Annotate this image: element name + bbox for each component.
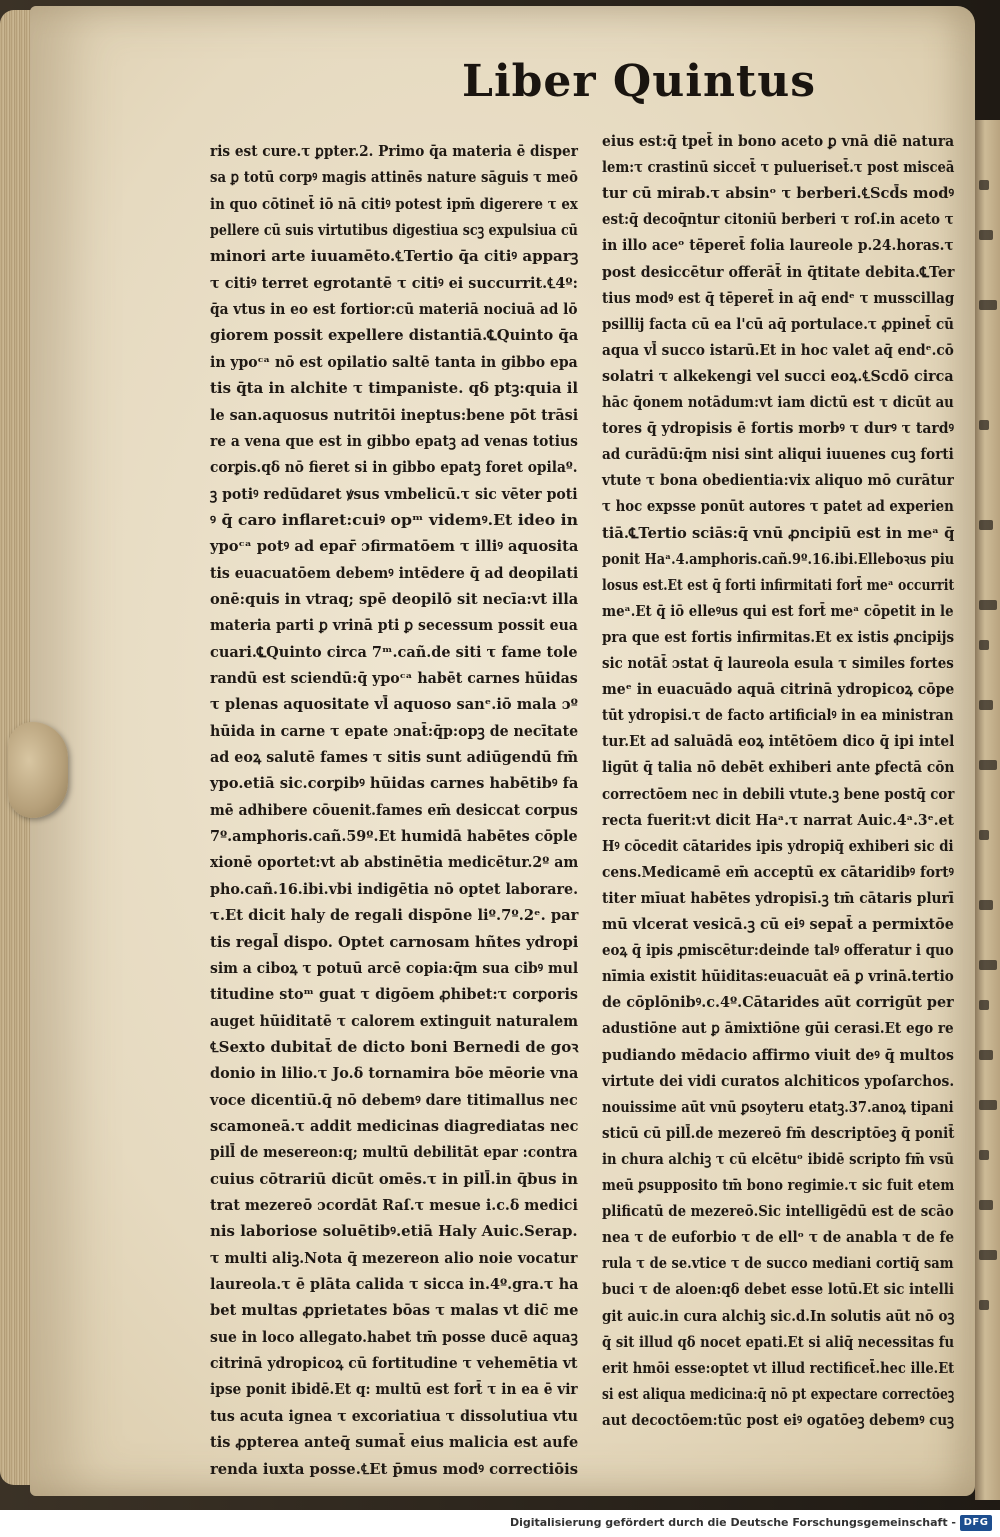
text-line: tis q̄ta in alchite τ timpaniste. qδ ptꝫ:quia il [210,380,579,398]
text-line: tores q̄ ydropisis ē fortis morbꝰ τ durꝰ τ tardꝰ [602,420,954,438]
text-line: nīmia existit hūiditas:euacuāt eā ꝑ vrinā.tertio [602,968,954,986]
text-line: renda iuxta posse.℄Et p̄mus modꝰ correctiōis [210,1460,579,1478]
text-line: nea τ de euforbio τ de ellᵒ τ de anabla τ de fe [602,1229,955,1247]
text-line: rula τ de se.vtice τ de succo mediani cortiq̄ sam [602,1255,954,1273]
text-line: tis regal̄ dispo. Optet carnosam hñtes ydropi [210,933,579,951]
facing-page-text-fragment [979,900,993,910]
text-line: bet multas ꝓprietates bōas τ malas vt dic̄ me [210,1302,579,1320]
text-line: aut decoctōem:tūc post eiꝰ ogatōeꝫ debemꝰ cuꝫ [602,1411,954,1429]
facing-page-text-fragment [979,960,997,970]
text-line: nouissime aūt vnū ꝑsoyteru etatꝫ.37.anoꝝ tipani [602,1098,954,1116]
text-line: in chura alchiꝫ τ cū elcētuᵒ ibidē scripto fm̄ vsū [602,1150,954,1168]
text-line: tiā.℄Tertio sciās:q̄ vnū ꝓncipiū est in meᵃ q̄ [602,524,955,542]
text-line: ad curādū:q̄m nisi sint aliqui iuuenes cuꝫ forti [602,446,954,464]
text-line: hūida in carne τ epate ɔnat̄:q̄p:opꝫ de necītate [210,722,579,740]
text-line: citrinā ydropicoꝝ cū fortitudine τ vehemētia vt [210,1355,578,1373]
text-line: τ plenas aquositate vl̄ aquoso sanᵉ.iō mala ɔº [210,696,578,714]
text-line: ad eoꝝ salutē fames τ sitis sunt adiūgendū fm̄ [210,749,578,767]
dfg-logo: DFG [960,1515,992,1531]
text-line: sticū cū pill̄.de mezereō fm̄ descriptōeꝫ q̄ ponit̄ [602,1124,955,1142]
text-line: solatri τ alkekengi vel succi eoꝝ.℄Scdō circa [602,367,954,385]
text-line: giorem possit expellere distantiā.℄Quinto q̄a [210,327,579,345]
text-line: auget hūiditatē τ calorem extinguit naturalem [210,1012,579,1030]
text-line: τ multi aliꝫ.Nota q̄ mezereon alio noie vocatur [210,1249,578,1267]
text-line: tur.Et ad saluādā eoꝝ intētōem dico q̄ ipi intel [602,733,955,751]
text-line: est:q̄ decoq̄ntur citoniū berberi τ roſ.in aceto τ [602,211,954,229]
facing-page-text-fragment [979,420,989,430]
text-line: pellere cū suis virtutibus digestiua scꝫ expulsiua cū [210,222,578,240]
text-line: correctōem nec in debili vtute.ꝫ bene postq̄ cor [602,785,955,803]
text-line: losus est.Et est q̄ forti infirmitati fort̄ meᵃ occurrit [602,576,955,594]
text-line: mū vlcerat vesicā.ꝫ cū eiꝰ sepat̄ a permixtōe [602,916,954,933]
text-line: hāc q̄onem notādum:vt iam dictū est τ dicūt au [602,394,954,411]
text-line: ℄Sexto dubitat̄ de dicto boni Bernedi de goꝛ [210,1038,579,1056]
text-line: meū ꝑsupposito tm̄ bono regimie.τ sic fuit etem [602,1177,955,1194]
text-line: tius modꝰ est q̄ tēperet̄ in aq̄ endᵉ τ musscillag [602,289,955,307]
text-line: τ.Et dicit haly de regali dispōne liº.7º.2ᵉ. par [210,907,579,925]
text-line: q̄ sit illud qδ nocet epati.Et si aliq̄ necessitas fu [602,1333,955,1351]
text-line: virtute dei vidi curatos alchiticos ypoſarchos. [602,1072,955,1090]
text-line: meᵉ in euacuādo aquā citrinā ydropicoꝝ cōpe [602,681,955,699]
text-line: tis ꝓpterea anteq̄ sumat̄ eius malicia est aufe [210,1434,579,1452]
text-line: laureola.τ ē plāta calida τ sicca in.4º.gra.τ ha [210,1276,579,1294]
text-line: titudine stoᵐ guat τ digōem ꝓhibet:τ corꝑoris [210,986,578,1004]
text-line: onē:quis in vtraq; spē deopilō sit necīa:vt illa [210,590,579,608]
text-line: ipse ponit ibidē.Et q: multū est fort̄ τ in ea ē vir [210,1381,578,1399]
text-line: q̄a vtus in eo est fortior:cū materiā nociuā ad lō [210,301,578,319]
text-line: tis euacuatōem debemꝰ intēdere q̄ ad deopilati [210,564,579,582]
text-line: 7º.amphoris.cañ.59º.Et humidā habētes cōple [210,828,578,846]
text-line: eoꝝ q̄ ipis ꝓmiscētur:deinde talꝰ offeratur i quo [602,942,954,960]
text-line: adustiōne aut ꝑ āmixtiōne gūi cerasi.Et ego re [602,1020,954,1038]
facing-page-text-fragment [979,1250,997,1260]
book-page [30,6,975,1496]
text-line: scamoneā.τ addit medicinas diagrediatas nec [210,1117,579,1135]
text-line: Hꝰ cōcedit cātarides ipis ydropiq̄ exhiberi sic di [602,837,954,855]
text-line: minori arte iuuamēto.℄Tertio q̄a citiꝰ apparꝫ [210,248,579,266]
facing-page-text-fragment [979,1200,993,1210]
text-line: donio in lilio.τ Jo.δ tornamira bōe mēorie vna [210,1065,579,1083]
facing-page-text-fragment [979,1150,989,1160]
facing-page-text-fragment [979,1300,989,1310]
facing-page-text-fragment [979,830,989,840]
text-line: ypoᶜᵃ potꝰ ad epar̄ ɔfirmatōem τ illiꝰ aquosita [210,538,579,556]
facing-page-edge [975,120,1000,1500]
text-line: psillij facta cū ea l'cū aq̄ portulace.τ ꝓpinet̄ cū [602,315,954,333]
book-clasp [8,722,68,818]
text-line: mē adhibere cōuenit.fames em̄ desiccat corpus [210,801,578,819]
text-line: tūt ydropisi.τ de facto artificialꝰ in ea ministran [602,707,954,725]
text-line: pill̄ de mesereon:q; multū debilitāt epar :contra [210,1144,578,1162]
text-line: xionē oportet:vt ab abstinētia medicētur.2º am [210,854,579,872]
text-line: erit hmōi esse:optet vt illud rectificet̄.hec ille.Et [602,1359,955,1377]
text-line: tus acuta ignea τ excoriatiua τ dissolutiua vtu [210,1407,578,1425]
facing-page-text-fragment [979,520,993,530]
text-line: cuari.℄Quinto circa 7ᵐ.cañ.de siti τ fame tole [210,643,578,661]
text-line: cuius cōtrariū dicūt omēs.τ in pill̄.in q̄bus in [210,1170,578,1188]
footer-bar [0,1510,1000,1537]
text-line: si est aliqua medicina:q̄ nō pt expectare correctōeꝫ [602,1385,955,1403]
text-line: ꝰ q̄ caro inflaret:cuiꝰ opᵐ videmꝰ.Et ideo in [210,511,579,529]
text-line: in ypoᶜᵃ nō est opilatio saltē tanta in gibbo epa [210,353,578,371]
text-line: le san.aquosus nutritōi ineptus:bene pōt trāsi [210,406,579,424]
text-line: in quo cōtinet̄ iō nā citiꝰ potest ipm̄ digerere τ ex [210,195,578,213]
funding-credit: Digitalisierung gefördert durch die Deutsche Forschungsgemeinschaft - [509,1516,956,1529]
facing-page-text-fragment [979,1050,993,1060]
text-line: buci τ de aloen:qδ debet esse lotū.Et sic intelli [602,1281,954,1299]
text-line: nis laboriose soluētibꝰ.etiā Haly Auic.Serap. [210,1223,578,1241]
text-line: pudiando mēdacio affirmo viuit deꝰ q̄ multos [602,1046,954,1064]
facing-page-text-fragment [979,760,997,770]
text-line: pra que est fortis infirmitas.Et ex istis ꝓncipijs [602,628,955,646]
text-line: de cōplōnibꝰ.c.4º.Cātarides aūt corrigūt per [602,994,954,1012]
facing-page-text-fragment [979,180,989,190]
facing-page-text-fragment [979,1000,989,1010]
text-line: aqua vl̄ succo istarū.Et in hoc valet aq̄ endᵉ.cō [602,341,954,359]
text-line: titer mīuat habētes ydropisī.ꝫ tm̄ cātaris plurī [602,889,954,907]
text-line: ris est cure.τ ꝑpter.2. Primo q̄a materia ē disper [210,143,578,160]
text-line: cens.Medicamē em̄ acceptū ex cātaridibꝰ fortꝰ [602,863,954,881]
text-line: materia parti ꝑ vrinā pti ꝑ secessum possit eua [210,617,578,635]
text-line: in illo aceᵒ tēperet̄ folia laureole p.24.horas.τ [602,237,954,255]
text-line: eius est:q̄ tpet̄ in bono aceto ꝑ vnā diē natura [602,133,955,150]
text-line: corꝑis.qδ nō fieret si in gibbo epatꝫ foret opilaº. [210,459,578,477]
text-line: plificatū de mezereō.Sic intelligēdū est de scāo [602,1203,954,1221]
running-head: Liber Quintus [462,56,817,107]
text-line: meᵃ.Et q̄ iō elleꝰus qui est fort̄ meᵃ cōpetit in le [602,602,954,620]
text-line: post desiccētur offerāt̄ in q̄titate debita.℄Ter [602,263,955,281]
text-line: ypo.etiā sic.corꝑibꝰ hūidas carnes habētibꝰ fa [210,775,579,793]
facing-page-text-fragment [979,640,989,650]
text-line: sa ꝑ totū corpꝰ magis attinēs nature sāguis τ meō [210,169,578,187]
text-line: vtute τ bona obedientia:vix aliquo mō curātur [602,472,954,490]
text-line: re a vena que est in gibbo epatꝫ ad venas totius [210,432,578,450]
facing-page-text-fragment [979,300,997,310]
text-line: voce dicentiū.q̄ nō debemꝰ dare titimallus nec [210,1091,578,1109]
text-line: ponit Haᵃ.4.amphoris.cañ.9º.16.ibi.Elleboꝛus piu [602,550,955,568]
text-line: pho.cañ.16.ibi.vbi indigētia nō optet laborare. [210,880,579,898]
text-line: git auic.in cura alchiꝫ sic.d.In solutis aūt nō oꝫ [602,1307,955,1325]
text-line: trat mezereō ɔcordāt Raſ.τ mesue i.c.δ medici [210,1197,578,1214]
facing-page-text-fragment [979,230,993,240]
facing-page-text-fragment [979,1100,997,1110]
text-line: randū est sciendū:q̄ ypoᶜᵃ habēt carnes hūidas [210,670,578,687]
text-line: tur cū mirab.τ absinᵒ τ berberi.℄Scd̄s modꝰ [602,185,955,203]
text-line: τ hoc expsse ponūt autores τ patet ad experien [602,498,954,516]
facing-page-text-fragment [979,600,997,610]
text-line: sim a ciboꝝ τ potuū arcē copia:q̄m sua cibꝰ mul [210,959,579,977]
text-line: recta fuerit:vt dicit Haᵃ.τ narrat Auic.4ᵃ.3ᵉ.et [602,811,954,829]
text-line: ꝫ potiꝰ redūdaret ꝟsus vmbelicū.τ sic vēter poti [210,485,578,503]
facing-page-text-fragment [979,700,993,710]
text-line: τ citiꝰ terret egrotantē τ citiꝰ ei succurrit.℄4º: [210,274,578,292]
text-line: ligūt q̄ talia nō debēt exhiberi ante ꝑfectā cōn [602,759,955,777]
text-line: sue in loco allegato.habet tm̄ posse ducē aquaꝫ [210,1328,578,1346]
text-line: lem:τ crastinū siccet̄ τ pulueriset̄.τ post misceā [602,159,955,177]
text-line: sic notāt̄ ɔstat q̄ laureola esula τ similes fortes [602,655,954,672]
